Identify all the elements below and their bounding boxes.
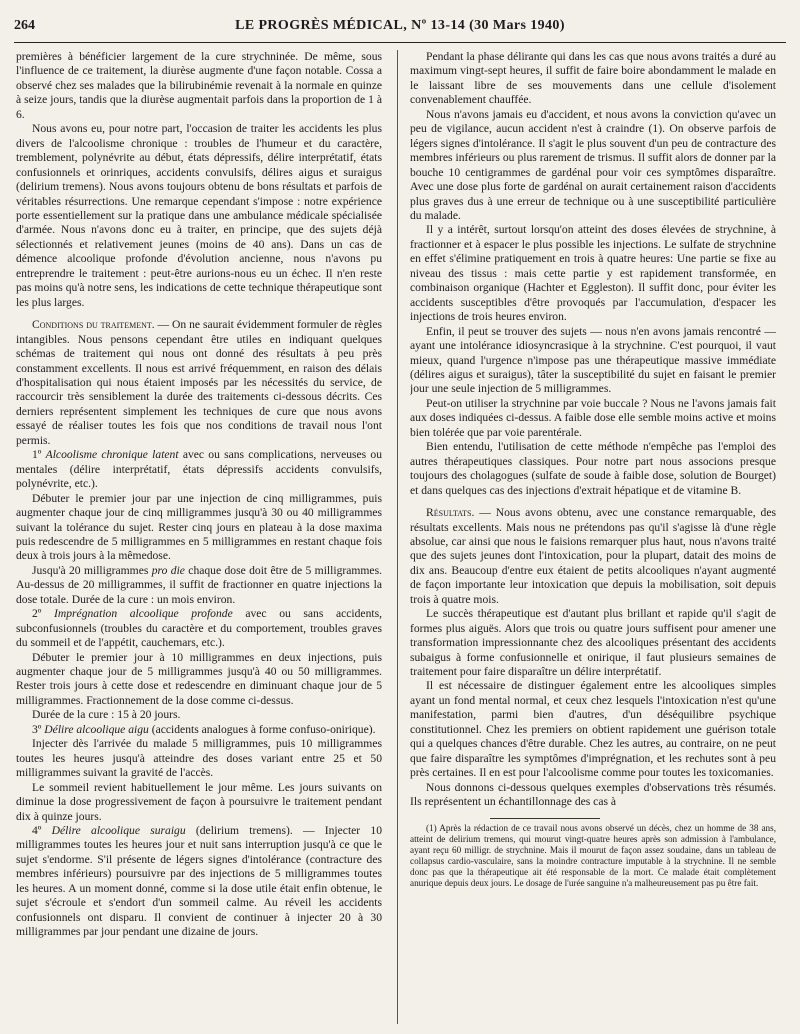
case-heading [16,824,382,940]
case-title: Alcoolisme chronique latent [45,448,179,462]
case-number: 2º [32,607,55,621]
paragraph: Il y a intérêt, surtout lorsqu'on atteint des doses élevées de strychnine, à fractionner et à espacer le plus possible les injections. Le sulfate de strychnine en effet s'élimine pratiquement en trois à quatre heures: Une partie se fixe au niveau des tissus : mais cette partie y est rapidement transformée, en combinaison organique (Hachter et Eggleston). Il suffit donc, pour éviter les accidents susceptibles d'être provoqués par l'accumulation, d'espacer les injections de trois heures environ. [410,223,776,324]
case-text: (delirium tremens). — Injecter 10 milligrammes toutes les heures jour et nuit sans interruption jusqu'à ce que le sujet s'endorme. S'il présente de légers signes d'intolérance (contracture des membres inférieurs) poursuivre par des injections de 5 milligrammes toutes les heures. A un moment donné, comme si la dose utile était enfin obtenue, le sujet s'écroule et s'endort d'un sommeil calme. Au réveil les accidents confusionnels ont disparu. Il convient de continuer à injecter 20 à 30 milligrammes par jour pendant une dizaine de jours. [16,824,382,939]
text-run: chaque dose doit être de 5 milligrammes. Au-dessus de 20 milligrammes, il suffit de fractionner en quatre injections la dose totale. Durée de la cure : un mois environ. [16,563,382,606]
section-text: — On ne saurait évidemment formuler de règles intangibles. Nous pensons cependant être utiles en indiquant quelques schémas de traitement qui nous ont donné des résultats à peu près constamment excellents. Il nous est arrivé fréquemment, en raison des délais d'hospitalisation qui nous étaient imposés par les nécessités du service, de raccourcir très sensiblement la durée des traitements ci-dessous décrits. Ces derniers représentent simplement les techniques de cure que nous avons essayé de réaliser toutes les fois que nos conditions de travail nous l'ont permis. [16,318,382,447]
paragraph: Enfin, il peut se trouver des sujets — nous n'en avons jamais rencontré — ayant une intolérance idiosyncrasique à la strychnine. C'est pourquoi, il vaut mieux, quand l'urgence n'impose pas une thérapeutique massive immédiate (délires aigus et suraigus), tâter la susceptibilité du sujet en faisant le premier jour une seule injection de 5 milligrammes. [410,324,776,396]
case-number: 3º [32,722,45,736]
paragraph: Pendant la phase délirante qui dans les cas que nous avons traités a duré au maximum vingt-sept heures, il suffit de faire boire abondamment le malade en le laissant libre de ses mouvements dans une cellule d'isolement convenablement chauffée. [410,50,776,107]
case-text: avec ou sans complications, nerveuses ou mentales (délire interprétatif, états dépressifs accidents convulsifs, polynévrite, etc.). [16,448,382,491]
footnote [410,823,776,890]
paragraph: Nous avons eu, pour notre part, l'occasion de traiter les accidents les plus divers de l'alcoolisme chronique : troubles de l'humeur et du caractère, tremblement, polynévrite au début, états dépressifs, délire interprétatif, états confusionnels et orinriques, accidents convulsifs, délires aigus et suraigus (delirium tremens). Nous avons toujours obtenu de bons résultats et parfois de véritables résurrections. Une remarque cependant s'impose : notre expérience porte essentiellement sur la pratique dans une ambulance médicale spécialisée d'armée. Nous n'avons donc eu à traiter, en principe, que des sujets déjà sélectionnés et relativement jeunes (moins de 40 ans). Dans un cas de démence alcoolique profonde d'évolution ancienne, nous n'avons pu entreprendre le traitement : peut-être aurions-nous eu un échec. Il n'en reste pas moins qu'à notre sens, les indications de cette technique thérapeutique sont les plus larges. [16,122,382,309]
page-number: 264 [14,18,35,33]
paragraph: Il est nécessaire de distinguer également entre les alcooliques simples ayant un fond mental normal, et ceux chez lesquels l'intoxication n'est qu'une manifestation, parmi bien d'autres, d'un déséquilibre psychique constitutionnel. Chez les premiers on obtient rapidement une guérison totale qui a quelques chances d'être durable. Chez les autres, au contraire, on ne peut que faire disparaître les symptômes d'imprégnation, et les rechutes sont à peu près certaines. Il en est pour l'alcoolisme comme pour toutes les toxicomanies. [410,679,776,780]
case-title: Délire alcoolique suraigu [51,824,186,838]
case-title: Délire alcoolique aigu [44,722,149,736]
case-text: avec ou sans accidents, subconfusionnels (troubles du caractère et du comportement, troubles graves du sommeil et de l'appétit, cauchemars, etc.). [16,607,382,650]
paragraph: Durée de la cure : 15 à 20 jours. [32,708,181,722]
case-number: 1º [32,448,46,462]
paragraph: Injecter dès l'arrivée du malade 5 milligrammes, puis 10 milligrammes toutes les heures jusqu'à atteindre des doses variant entre 25 et 50 milligrammes suivant la gravité de l'accès. [16,737,382,780]
footnote-text: (1) Après la rédaction de ce travail nous avons observé un décès, chez un homme de 38 ans, atteint de delirium tremens, qui mourut vingt-quatre heures après son admission à l'ambulance, ayant reçu 60 milligr. de strychnine. Mais il mourut de façon assez soudaine, dans un tableau de collapsus cardio-vasculaire, sans la moindre contracture imputable à la strychnine. Il ne semble donc pas que la thérapeutique ait été responsable de la mort. Ce malade était complètement anurique depuis deux jours. Le dosage de l'urée sanguine n'a malheureusement pas pu être fait. [410,822,776,889]
paragraph: Débuter le premier jour par une injection de cinq milligrammes, puis augmenter chaque jour de cinq milligrammes jusqu'à 30 ou 40 milligrammes suivant la tolérance du sujet. Rester cinq jours en plateau à la dose maxima puis redescendre de 5 milligrammes en 5 milligrammes en restant chaque fois deux à trois jours à la mêmedose. [16,491,382,563]
section-text: — Nous avons obtenu, avec une constance remarquable, des résultats excellents. Mais nous ne prétendons pas qu'il s'agisse là d'une règle absolue, car ainsi que nous le faisions remarquer plus haut, nous n'avons traité que des sujets jeunes dont l'intoxication, pour la plupart, datait des moins de dix ans. Beaucoup d'entre eux étaient de petits alcooliques n'ayant augmenté de façon importante leur intoxication que depuis la mobilisation, soit depuis trois à quatre mois. [410,506,776,606]
case-heading [16,607,382,650]
text-run: Jusqu'à 20 milligrammes [32,563,152,577]
case-heading [16,723,382,737]
running-head: LE PROGRÈS MÉDICAL, Nº 13-14 (30 Mars 1940) [235,18,565,33]
header-rule [14,42,786,43]
case-text: (accidents analogues à forme confuso-onirique). [148,722,376,736]
paragraph: Nous donnons ci-dessous quelques exemples d'observations très résumés. Ils représentent un échantillonnage des cas à [410,780,776,809]
case-number: 4º [32,824,52,838]
footnote-rule [490,818,600,819]
paragraph: Nous n'avons jamais eu d'accident, et nous avons la conviction qu'avec un peu de vigilance, aucun accident n'est à craindre (1). On observe parfois de légers signes d'intolérance. Il s'agit le plus souvent d'un peu de contracture des membres inférieurs ou plus rarement de trismus. Il suffit alors de donner par la bouche 10 centigrammes de gardénal pour voir ces symptômes disparaître. Avec une dose plus forte de gardénal on aurait certainement raison d'accidents plus graves dus à une erreur de technique ou à une susceptibilité particulière du malade. [410,107,776,222]
latin-phrase: pro die [151,563,185,577]
paragraph: Le sommeil revient habituellement le jour même. Les jours suivants on diminue la dose progressivement de façon à poursuivre le traitement pendant dix à quinze jours. [16,780,382,823]
paragraph [16,564,382,607]
paragraph: premières à bénéficier largement de la cure strychninée. De même, sous l'influence de ce traitement, la diurèse augmente d'une façon notable. Cossa a observé chez ses malades que la bilirubinémie revenait à la normale en quinze à seize jours, tandis que la diurèse augmentait parfois dans la proportion de 1 à 6. [16,50,382,121]
column-divider [397,50,398,1024]
case-title: Imprégnation alcoolique profonde [54,607,233,621]
section-heading: Résultats. [426,506,475,520]
section-heading: Conditions du traitement. [32,318,155,332]
left-column [16,50,382,1026]
paragraph: Le succès thérapeutique est d'autant plus brillant et rapide qu'il s'agit de formes plus aiguës. Alors que trois ou quatre jours suffisent pour amener une transformation impressionnante chez des alcooliques présentant des accidents subaigus à forme confusionnelle et onirique, il faut plusieurs semaines de traitement pour faire disparaître un délire interprétatif. [410,607,776,679]
paragraph: Peut-on utiliser la strychnine par voie buccale ? Nous ne l'avons jamais fait aux doses indiquées ci-dessus. A faible dose elle semble moins active et moins bien tolérée que par voie parentérale. [410,396,776,439]
section-paragraph [410,506,776,607]
case-heading [16,448,382,491]
section-paragraph [16,318,382,448]
page-header [14,18,786,42]
paragraph: Bien entendu, l'utilisation de cette méthode n'empêche pas l'emploi des autres thérapeutiques classiques. Pour notre part nous associons presque toujours des cholagogues (sulfate de soude à faible dose, solution de Bourget) et dans quelques cas des injections d'extrait hépatique et de vitamine B. [410,440,776,497]
right-column [410,50,776,1026]
paragraph: Débuter le premier jour à 10 milligrammes en deux injections, puis augmenter chaque jour de 5 milligrammes jusqu'à 40 ou 50 milligrammes. Rester trois jours à cette dose et redescendre en diminuant chaque jour de 5 milligrammes. Fractionnement de la dose comme ci-dessus. [16,650,382,707]
